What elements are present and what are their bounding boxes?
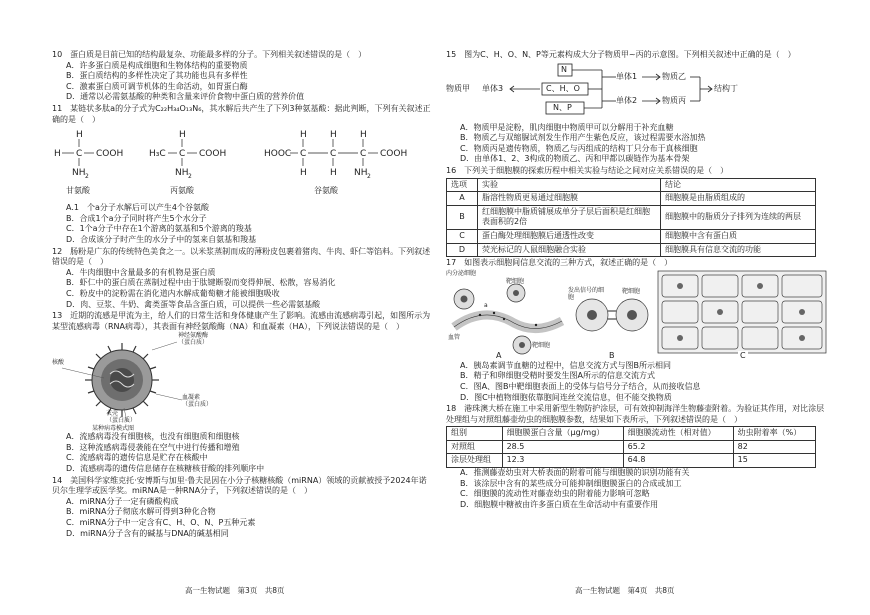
question-stem: 10 蛋白质是目前已知的结构最复杂、功能最多样的分子。下列相关叙述错误的是（ ） bbox=[52, 50, 367, 59]
question-14 bbox=[52, 476, 432, 540]
table-cell: D bbox=[447, 243, 478, 257]
option-b: B．物质乙与双缩脲试剂发生作用产生紫色反应，该过程需要水浴加热 bbox=[460, 133, 706, 143]
svg-text:H: H bbox=[360, 130, 367, 141]
box-np: N、P bbox=[553, 102, 572, 112]
option-d: D．miRNA分子含有的碱基与DNA的碱基相同 bbox=[66, 528, 229, 538]
table-cell: 对照组 bbox=[447, 440, 503, 454]
structure-ding: 结构丁 bbox=[714, 83, 738, 93]
table-header: 选项 bbox=[447, 178, 478, 192]
question-16 bbox=[446, 166, 828, 257]
option-b: B．虾仁中的蛋白质在蒸制过程中由于肽键断裂而变得伸展、松散，容易消化 bbox=[66, 278, 336, 288]
option-a: A．牛肉细胞中含量最多的有机物是蛋白质 bbox=[66, 267, 216, 277]
table-header: 细胞膜蛋白含量（μg/mg） bbox=[502, 427, 623, 441]
option-a: A．胰岛素调节血糖的过程中，信息交流方式与图B所示相同 bbox=[460, 360, 671, 370]
figure-c-label: C bbox=[740, 350, 746, 360]
svg-text:COOH: COOH bbox=[199, 149, 227, 160]
question-stem: 15 图为C、H、O、N、P等元素构成大分子物质甲~丙的示意图。下列相关叙述中正确的是（ ） bbox=[446, 50, 796, 59]
svg-text:C: C bbox=[330, 149, 337, 160]
svg-text:H: H bbox=[76, 130, 83, 141]
svg-text:H: H bbox=[300, 130, 307, 141]
option-a: A．许多蛋白质是构成细胞和生物体结构的重要物质 bbox=[66, 60, 248, 70]
svg-text:H: H bbox=[54, 149, 61, 160]
question-11 bbox=[52, 104, 432, 246]
diagram-arrows bbox=[446, 61, 828, 123]
option-b: B．该涂层中含有的某些成分可能抑制细胞膜蛋白的合成或加工 bbox=[460, 478, 682, 488]
question-17 bbox=[446, 258, 828, 403]
option-b: B．这种流感病毒侵袭能在空气中进行传播和增殖 bbox=[66, 442, 240, 452]
na-label: 神经氨酸酶 （蛋白质） bbox=[178, 332, 209, 347]
question-18 bbox=[446, 404, 828, 510]
substance-bing: 物质丙 bbox=[662, 95, 686, 105]
svg-text:NH: NH bbox=[175, 168, 189, 179]
table-row bbox=[447, 192, 816, 206]
question-13 bbox=[52, 311, 432, 475]
unit-2: 单体2 bbox=[616, 95, 638, 105]
question-stem: 16 下列关于细胞膜的探索历程中相关实验与结论之间对应关系错误的是（ ） bbox=[446, 165, 729, 175]
option-c: C．1个a分子中存在1个游离的氨基和5个游离的羧基 bbox=[66, 224, 252, 234]
unit-3: 单体3 bbox=[482, 83, 504, 93]
communication-diagram bbox=[446, 269, 828, 361]
option-b: B．精子和卵细胞受精时要发生图A所示的信息交流方式 bbox=[460, 371, 655, 381]
amino-acid-structures bbox=[52, 125, 432, 203]
option-d: D．通常以必需氨基酸的种类和含量来评价食物中蛋白质的营养价值 bbox=[66, 92, 305, 102]
virus-diagram bbox=[52, 332, 252, 432]
option-d: D．流感病毒的遗传信息储存在核糖核苷酸的排列顺序中 bbox=[66, 464, 265, 474]
figure-a-label: A bbox=[496, 350, 502, 360]
option-c: C．细胞膜的流动性对藤壶幼虫的附着能力影响可忽略 bbox=[460, 489, 650, 499]
table-header: 幼虫附着率（%） bbox=[733, 427, 815, 441]
endocrine-cell-label: 内分泌细胞 bbox=[446, 269, 477, 277]
svg-text:C: C bbox=[300, 149, 307, 160]
svg-text:NH: NH bbox=[72, 168, 86, 179]
table-header-row bbox=[447, 427, 816, 441]
table-cell: 蛋白酶处理细胞膜后通透性改变 bbox=[478, 229, 661, 243]
figure-b-label: B bbox=[609, 350, 615, 360]
signal-a-label: a bbox=[484, 301, 488, 309]
substance-yi: 物质乙 bbox=[662, 71, 686, 81]
right-column bbox=[446, 50, 828, 510]
question-15 bbox=[446, 50, 828, 165]
option-d: D．图C中植物细胞依靠胞间连丝交流信息，但不能交换物质 bbox=[460, 392, 672, 402]
option-c: C．物质丙是遗传物质，物质乙与丙组成的结构丁只分布于真核细胞 bbox=[460, 143, 698, 153]
amino-acid-formulas bbox=[52, 125, 432, 203]
option-d: D．细胞膜中糖被由许多蛋白质在生命活动中有重要作用 bbox=[460, 499, 659, 509]
svg-text:C: C bbox=[179, 149, 186, 160]
table-header: 结论 bbox=[661, 178, 816, 192]
table-cell: A bbox=[447, 192, 478, 206]
capsid-label: 衣壳 （蛋白质） bbox=[106, 410, 137, 425]
option-a: A．miRNA分子一定有磷酸构成 bbox=[66, 496, 179, 506]
page-footer-right: 高一生物试题 第4页 共8页 bbox=[575, 586, 675, 595]
svg-text:H₃C: H₃C bbox=[149, 149, 166, 160]
question-12 bbox=[52, 247, 432, 311]
virus-caption: 某种病毒模式图 bbox=[92, 425, 135, 433]
table-cell: 15 bbox=[733, 454, 815, 468]
option-d: D．由单体1、2、3构成的物质乙、丙和甲都以碳链作为基本骨架 bbox=[460, 154, 690, 164]
svg-text:HOOC: HOOC bbox=[264, 149, 292, 160]
table-cell: 细胞膜具有信息交流的功能 bbox=[661, 243, 816, 257]
question-stem: 17 如图表示细胞间信息交流的三种方式，叙述正确的是（ ） bbox=[446, 258, 673, 268]
table-cell: 细胞膜中含有蛋白质 bbox=[661, 229, 816, 243]
table-cell: 细胞膜中的脂质分子排列为连续的两层 bbox=[661, 205, 816, 229]
table-row bbox=[447, 205, 816, 229]
substance-jia: 物质甲 bbox=[446, 83, 470, 93]
svg-text:H: H bbox=[179, 130, 186, 141]
target-cell-label-1: 靶细胞 bbox=[506, 277, 525, 285]
left-column bbox=[52, 50, 432, 539]
svg-text:COOH: COOH bbox=[96, 149, 124, 160]
table-cell: 细胞膜是由脂质组成的 bbox=[661, 192, 816, 206]
question-stem: 11 某链状多肽a的分子式为C₂₂H₃₄O₁₃N₆，其水解后共产生了下列3种氨基酸：据此判断，下列有关叙述正确的是（ ） bbox=[52, 103, 431, 124]
option-a: A．物质甲是淀粉，肌肉细胞中物质甲可以分解用于补充血糖 bbox=[460, 122, 674, 132]
table-cell: 28.5 bbox=[502, 440, 623, 454]
membrane-history-table bbox=[446, 178, 816, 258]
table-cell: 64.8 bbox=[623, 454, 733, 468]
question-stem: 18 港珠澳大桥在施工中采用新型生物防护涂层，可有效抑制海洋生物藤壶附着。为验证其作用，对比涂层处理组与对照组藤壶幼虫的细胞膜参数，结果如下表所示，下列叙述错误的是（ ） bbox=[446, 404, 825, 424]
question-stem: 14 美国科学家维克托·安博斯与加里·鲁夫昆因在小分子核糖核酸（miRNA）领域的贡献被授予2024年诺贝尔生理学或医学奖。miRNA是一种RNA分子，下列叙述错误的是（ ） bbox=[52, 475, 427, 496]
question-stem: 13 近期的流感是甲流为主，给人们的日常生活和身体健康产生了影响。流感由流感病毒引起，如图所示为某型流感病毒（RNA病毒），其表面有神经氨酸酶（NA）和血凝素（HA），下列说法错误的是（ ） bbox=[52, 311, 431, 331]
option-b: B．合成1个a分子同时将产生5个水分子 bbox=[66, 213, 207, 223]
page-footer-left: 高一生物试题 第3页 共8页 bbox=[185, 586, 285, 595]
svg-text:COOH: COOH bbox=[380, 149, 408, 160]
option-c: C．流感病毒的遗传信息是贮存在核酸中 bbox=[66, 453, 208, 463]
table-row bbox=[447, 229, 816, 243]
target-cell-label-3: 靶细胞 bbox=[622, 287, 641, 295]
svg-text:H: H bbox=[330, 168, 337, 179]
table-header: 组别 bbox=[447, 427, 503, 441]
svg-text:H: H bbox=[300, 168, 307, 179]
option-c: C．miRNA分子中一定含有C、H、O、N、P五种元素 bbox=[66, 518, 256, 528]
svg-text:2: 2 bbox=[85, 173, 89, 181]
alanine-label: 丙氨酸 bbox=[170, 186, 194, 196]
svg-text:H: H bbox=[330, 130, 337, 141]
table-cell: 荧光标记的人鼠细胞融合实验 bbox=[478, 243, 661, 257]
option-d: D．合成该分子时产生的水分子中的氢来自氨基和羧基 bbox=[66, 234, 257, 244]
blood-vessel-label: 血管 bbox=[448, 333, 461, 341]
cell-communication-figure bbox=[446, 269, 828, 361]
table-cell: 65.2 bbox=[623, 440, 733, 454]
question-stem: 12 肠粉是广东的传统特色美食之一。以米浆蒸制而成的薄粉皮包裹着猪肉、牛肉、虾仁等馅料。下列叙述错误的是（ ） bbox=[52, 246, 431, 267]
option-c: C．激素蛋白质可调节机体的生命活动，如胃蛋白酶 bbox=[66, 81, 248, 91]
table-cell: 12.3 bbox=[502, 454, 623, 468]
option-a: A.1 个a分子水解后可以产生4个谷氨酸 bbox=[66, 203, 209, 213]
svg-text:2: 2 bbox=[188, 173, 192, 181]
table-row bbox=[447, 454, 816, 468]
signal-cell-label: 发出信号的细胞 bbox=[568, 286, 605, 301]
svg-text:C: C bbox=[360, 149, 367, 160]
box-cho: C、H、O bbox=[546, 83, 580, 93]
table-row bbox=[447, 243, 816, 257]
option-c: C．图A、图B中靶细胞表面上的受体与信号分子结合，从而接收信息 bbox=[460, 381, 701, 391]
svg-text:C: C bbox=[76, 149, 83, 160]
question-10 bbox=[52, 50, 432, 103]
nucleic-acid-label: 核酸 bbox=[52, 359, 65, 367]
table-cell: C bbox=[447, 229, 478, 243]
table-cell: 涂层处理组 bbox=[447, 454, 503, 468]
option-b: B．蛋白质结构的多样性决定了其功能也具有多样性 bbox=[66, 71, 248, 81]
box-n: N bbox=[561, 64, 567, 74]
option-b: B．miRNA分子彻底水解可得到3种化合物 bbox=[66, 507, 216, 517]
table-cell: 红细胞膜中脂质铺展成单分子层后面积是红细胞表面积的2倍 bbox=[478, 205, 661, 229]
table-cell: B bbox=[447, 205, 478, 229]
virus-figure bbox=[52, 332, 432, 432]
option-c: C．粉皮中的淀粉需在消化道内水解成葡萄糖才能被细胞吸收 bbox=[66, 288, 280, 298]
table-header: 细胞膜流动性（相对值） bbox=[623, 427, 733, 441]
option-d: D．肉、豆浆、牛奶、禽类蛋等食品含蛋白质，可以提供一些必需氨基酸 bbox=[66, 299, 321, 309]
barnacle-data-table bbox=[446, 426, 816, 468]
table-header: 实验 bbox=[478, 178, 661, 192]
table-cell: 82 bbox=[733, 440, 815, 454]
table-row bbox=[447, 440, 816, 454]
table-header-row bbox=[447, 178, 816, 192]
macromolecule-diagram bbox=[446, 61, 828, 123]
glutamic-acid-label: 谷氨酸 bbox=[314, 186, 338, 196]
svg-text:2: 2 bbox=[367, 173, 371, 181]
target-cell-label-2: 靶细胞 bbox=[532, 341, 551, 349]
ha-label: 血凝素 （蛋白质） bbox=[182, 394, 213, 409]
table-cell: 脂溶性物质更易通过细胞膜 bbox=[478, 192, 661, 206]
glycine-label: 甘氨酸 bbox=[66, 186, 90, 196]
option-a: A．推测藤壶幼虫对大桥表面的附着可能与细胞膜的识别功能有关 bbox=[460, 468, 690, 478]
option-a: A．流感病毒没有细胞核，也没有细胞质和细胞核 bbox=[66, 432, 240, 442]
svg-text:NH: NH bbox=[354, 168, 368, 179]
unit-1: 单体1 bbox=[616, 71, 638, 81]
